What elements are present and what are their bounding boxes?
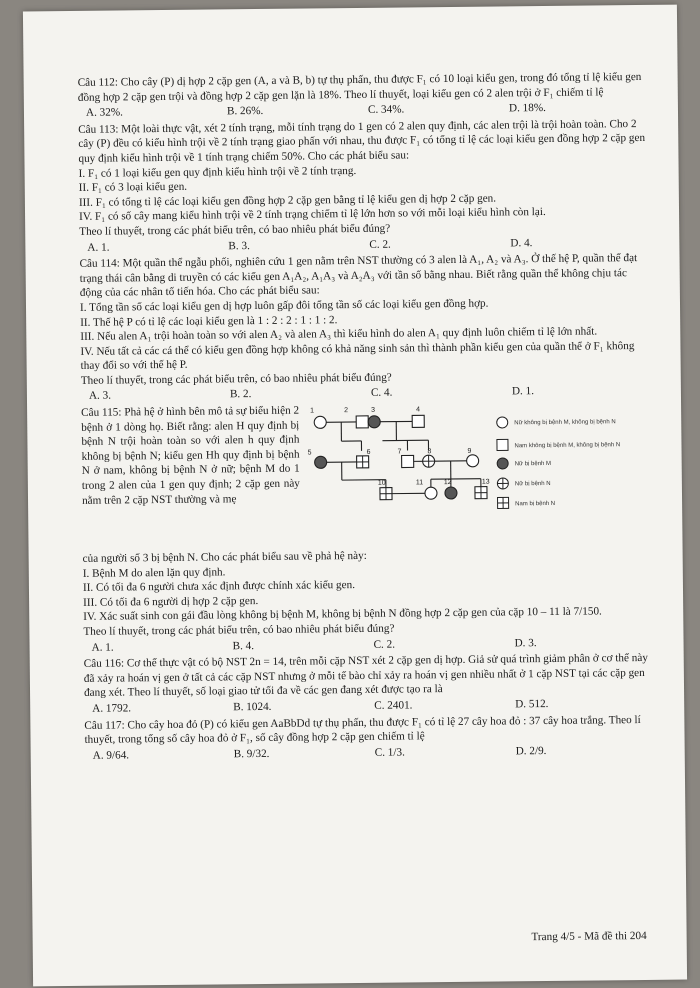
q112-option-c: C. 34%.: [367, 103, 405, 117]
person-11: [425, 487, 437, 499]
q115-option-a: A. 1.: [91, 641, 114, 654]
q115-statement-2: II. Có tối đa 6 người chưa xác định được chính xác kiểu gen.: [82, 579, 356, 595]
person-6: [357, 456, 369, 468]
q112-option-b: B. 26%.: [226, 105, 264, 118]
q113-ask: Theo lí thuyết, trong các phát biểu trên, có bao nhiêu phát biểu đúng?: [79, 222, 391, 238]
q112-option-d: D. 18%.: [508, 102, 547, 115]
pedigree-num-6: 6: [366, 448, 371, 456]
q114-statement-2: II. Thế hệ P có tỉ lệ các loại kiểu gen là 1 : 2 : 2 : 1 : 1 : 2.: [80, 313, 338, 329]
person-13: [475, 487, 487, 499]
person-5: [315, 456, 327, 468]
legend-female-healthy-icon: [497, 417, 508, 428]
q117-option-b: B. 9/32.: [233, 747, 270, 761]
q113-statement-2: II. F₁ có 3 loại kiểu gen.: [78, 180, 188, 195]
q115-block: [81, 400, 654, 552]
person-3: [368, 416, 380, 428]
person-10: [380, 488, 392, 500]
q114-statement-4: IV. Nếu tất cả các cá thể có kiểu gen đồng hợp không có khả năng sinh sản thì thành phần kiểu gen của quần thể ở F₁ không thay đổi so với thế hệ P.: [80, 339, 635, 373]
q114-statement-3: III. Nếu alen A₁ trội hoàn toàn so với alen A₂ và alen A₃ thì kiểu hình do alen A₁ quy định luôn chiếm tỉ lệ lớn nhất.: [80, 325, 598, 343]
q113-option-b: B. 3.: [228, 239, 250, 252]
q113-text: Câu 113: Một loài thực vật, xét 2 tính trạng, mỗi tính trạng do 1 gen có 2 alen quy định, các alen trội là trội hoàn toàn. Cho 2 cây (P) đều có kiểu hình trội về 2 tính trạng giao phấn với nhau, thu được F₁ có tổng tỉ lệ các loại kiểu gen đồng hợp 2 cặp gen quy định kiểu hình trội về 1 tính trạng chiếm 50%. Cho các phát biểu sau:: [78, 117, 646, 165]
pedigree-num-10: 10: [377, 479, 386, 487]
q114-ask: Theo lí thuyết, trong các phát biểu trên, có bao nhiêu phát biểu đúng?: [80, 371, 392, 387]
q113-option-d: D. 4.: [510, 236, 533, 249]
exam-page: [23, 5, 687, 987]
q116-option-d: D. 512.: [515, 697, 549, 711]
person-1: [314, 416, 326, 428]
q116-text: Câu 116: Cơ thể thực vật có bộ NST 2n = 14, trên mỗi cặp NST xét 2 cặp gen dị hợp. Giả sử quá trình giảm phân ở cơ thể này đã xảy ra hoán vị gen ở tất cả các cặp NST nhưng ở mỗi tế bào chỉ xảy ra hoán vị gen nhiều nhất ở 1 cặp NST tại các cặp gen đang xét. Theo lí thuyết, số loại giao tử tối đa về các gen đang xét được tạo ra là: [83, 652, 648, 700]
q114-option-c: C. 4.: [370, 387, 393, 400]
q113-option-a: A. 1.: [87, 241, 110, 254]
pedigree-num-8: 8: [427, 448, 432, 456]
q115-statement-4: IV. Xác suất sinh con gái đầu lòng không bị bệnh M, không bị bệnh N đồng hợp 2 cặp gen của cặp 10 – 11 là 7/150.: [83, 605, 602, 624]
legend-label-5: Nam bị bệnh N: [515, 500, 556, 508]
q115-text-cont: của người số 3 bị bệnh N. Cho các phát biểu sau về phả hệ này:: [82, 549, 367, 565]
q114-option-b: B. 2.: [229, 388, 252, 401]
q114-statement-1: I. Tổng tần số các loại kiểu gen dị hợp luôn gấp đôi tổng tần số các loại kiểu gen đồng hợp.: [79, 297, 489, 314]
pedigree-num-3: 3: [371, 406, 376, 414]
pedigree-num-4: 4: [416, 406, 421, 414]
exam-content: [78, 70, 657, 765]
q117-option-c: C. 1/3.: [374, 746, 405, 759]
pedigree-num-1: 1: [310, 407, 315, 415]
pedigree-num-5: 5: [307, 449, 312, 457]
q112-text: Câu 112: Cho cây (P) dị hợp 2 cặp gen (A, a và B, b) tự thụ phấn, thu được F₁ có 10 loại kiểu gen, trong đó tổng tỉ lệ kiểu gen đồng hợp 2 cặp gen trội và đồng hợp 2 cặp gen lặn là 18%. Theo lí thuyết, loại kiểu gen có 2 alen trội ở F₁ chiếm tỉ lệ: [77, 70, 642, 104]
q115-option-b: B. 4.: [232, 639, 255, 652]
q116-option-b: B. 1024.: [233, 700, 272, 714]
q115-statement-3: III. Có tối đa 6 người dị hợp 2 cặp gen.: [83, 594, 259, 609]
q117-option-a: A. 9/64.: [92, 749, 130, 762]
pedigree-figure: [304, 400, 650, 544]
person-4: [412, 415, 424, 427]
q115-statement-1: I. Bệnh M do alen lặn quy định.: [82, 566, 226, 580]
q116-option-a: A. 1792.: [92, 702, 132, 715]
person-7: [402, 455, 414, 467]
q115-text: Câu 115: Phả hệ ở hình bên mô tả sự biểu hiện 2 bệnh ở 1 dòng họ. Biết rằng: alen H quy định bị bệnh N trội hoàn toàn so với alen h quy định không bị bệnh N; kiểu gen Hh quy định bị bệnh N ở nam, không bị bệnh N ở nữ; bệnh M do 1 trong 2 alen của 1 gen quy định; 2 cặp gen này nằm trên 2 cặp NST thường và mẹ: [81, 404, 300, 507]
pedigree-num-12: 12: [443, 479, 452, 487]
legend-label-1: Nữ không bị bệnh M, không bị bệnh N: [514, 419, 616, 427]
person-12: [445, 487, 457, 499]
q117-text: Câu 117: Cho cây hoa đỏ (P) có kiểu gen AaBbDd tự thụ phấn, thu được F₁ có tỉ lệ 27 cây hoa đỏ : 37 cây hoa trắng. Theo lí thuyết, trong tổng số cây hoa đỏ ở F₁, số cây đồng hợp 2 cặp gen chiếm tỉ lệ: [84, 713, 641, 747]
legend-female-disease-m-icon: [497, 458, 508, 469]
q113-option-c: C. 2.: [369, 238, 391, 251]
q114-option-a: A. 3.: [88, 390, 112, 403]
legend-label-4: Nữ bị bệnh N: [514, 481, 551, 488]
pedigree-num-13: 13: [481, 478, 490, 486]
q115-option-d: D. 3.: [514, 636, 537, 649]
page-footer: Trang 4/5 - Mã đề thi 204: [531, 929, 647, 944]
legend-label-2: Nam không bị bệnh M, không bị bệnh N: [514, 442, 621, 450]
legend-male-healthy-icon: [497, 439, 508, 450]
q115-option-c: C. 2.: [373, 638, 396, 651]
q113-statement-4: IV. F₁ có số cây mang kiểu hình trội về 2 tính trạng chiếm tỉ lệ lớn hơn so với mỗi loại kiểu hình còn lại.: [79, 206, 546, 224]
q116-option-c: C. 2401.: [374, 699, 413, 712]
pedigree-num-9: 9: [467, 447, 472, 455]
pedigree-num-7: 7: [397, 448, 402, 456]
person-2: [356, 416, 368, 428]
legend-female-disease-n-icon: [497, 478, 508, 489]
pedigree-num-2: 2: [344, 407, 349, 415]
q113-statement-3: III. F₁ có tổng tỉ lệ các loại kiểu gen đồng hợp 2 cặp gen bằng tỉ lệ kiểu gen dị hợp 2 cặp gen.: [78, 192, 497, 209]
q112-option-a: A. 32%.: [85, 106, 124, 119]
legend-male-disease-n-icon: [498, 497, 509, 508]
q117-option-d: D. 2/9.: [515, 744, 547, 758]
q114-text: Câu 114: Một quần thể ngẫu phối, nghiên cứu 1 gen nằm trên NST thường có 3 alen là A₁, A₂ và A₃. Ở thế hệ P, quần thể đạt trạng thái cân bằng di truyền có các kiểu gen A₁A₂, A₁A₃ và A₂A₃ với tần số bằng nhau. Biết rằng quần thể không chịu tác động của các nhân tố tiến hóa. Cho các phát biểu sau:: [79, 252, 638, 300]
person-8: [423, 455, 435, 467]
q113-statement-1: I. F₁ có 1 loại kiểu gen quy định kiểu hình trội về 2 tính trạng.: [78, 164, 357, 180]
pedigree-num-11: 11: [415, 479, 424, 487]
q115-ask: Theo lí thuyết, trong các phát biểu trên, có bao nhiêu phát biểu đúng?: [83, 622, 395, 638]
q114-option-d: D. 1.: [511, 385, 535, 398]
person-9: [467, 455, 479, 467]
legend-label-3: Nữ bị bệnh M: [514, 461, 552, 468]
